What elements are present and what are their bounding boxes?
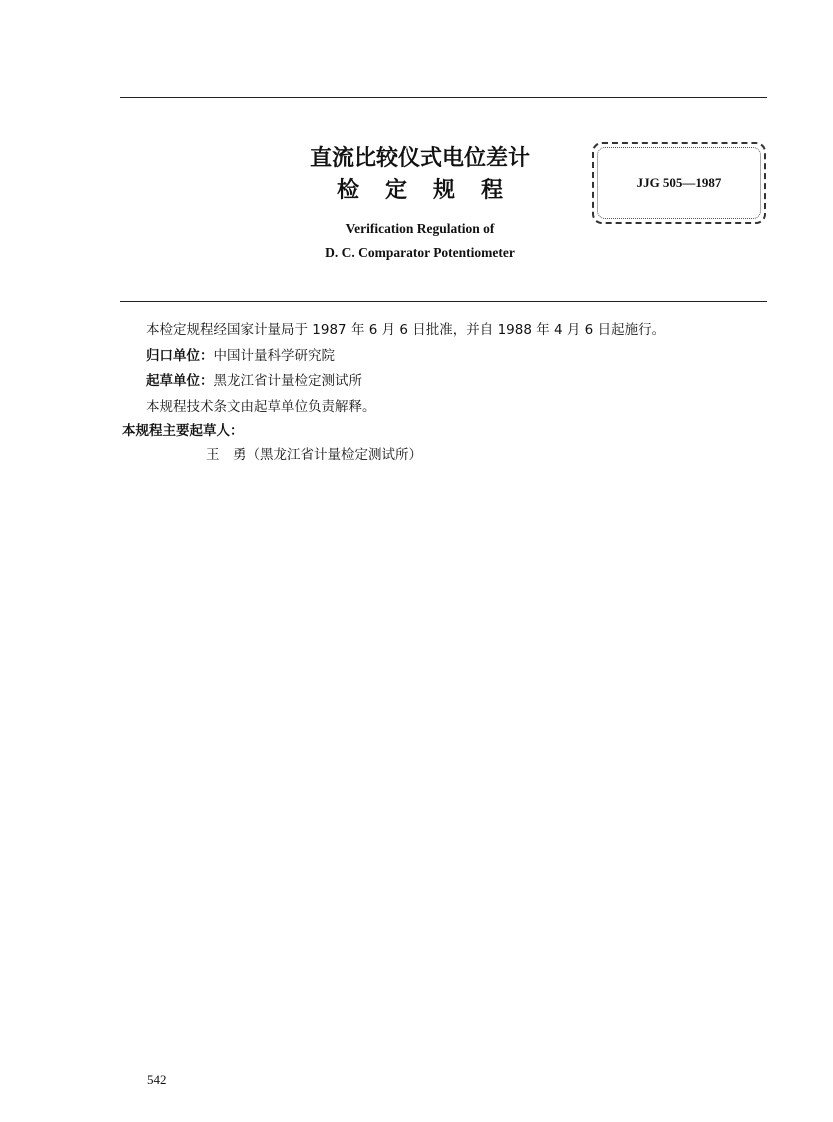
drafting-unit-value: 黑龙江省计量检定测试所 (213, 373, 362, 389)
regulation-code: JJG 505—1987 (636, 175, 722, 190)
drafter-name: 王 勇 (206, 447, 247, 463)
drafter-line (206, 443, 422, 463)
drafter-affiliation: （黑龙江省计量检定测试所） (246, 447, 422, 463)
title-english-line1: Verification Regulation of (345, 221, 495, 236)
approval-statement: 本检定规程经国家计量局于 1987 年 6 月 6 日批准，并自 1988 年 4 月 6 日起施行。 (146, 322, 666, 338)
title-chinese-line1: 直流比较仪式电位差计 (309, 146, 530, 171)
responsible-unit-value: 中国计量科学研究院 (213, 348, 335, 364)
interpretation-statement: 本规程技术条文由起草单位负责解释。 (146, 399, 376, 415)
drafting-unit-label: 起草单位： (146, 373, 214, 389)
drafting-unit-line (146, 369, 362, 389)
responsible-unit-label: 归口单位： (146, 348, 214, 364)
title-chinese-line2: 检定规程 (336, 178, 529, 203)
title-english-line2: D. C. Comparator Potentiometer (325, 245, 515, 260)
responsible-unit-line (146, 344, 335, 364)
regulation-code-frame (592, 142, 766, 224)
middle-rule (120, 301, 767, 302)
top-rule (120, 97, 767, 98)
page-number: 542 (147, 1072, 167, 1087)
drafters-label: 本规程主要起草人： (122, 423, 244, 439)
